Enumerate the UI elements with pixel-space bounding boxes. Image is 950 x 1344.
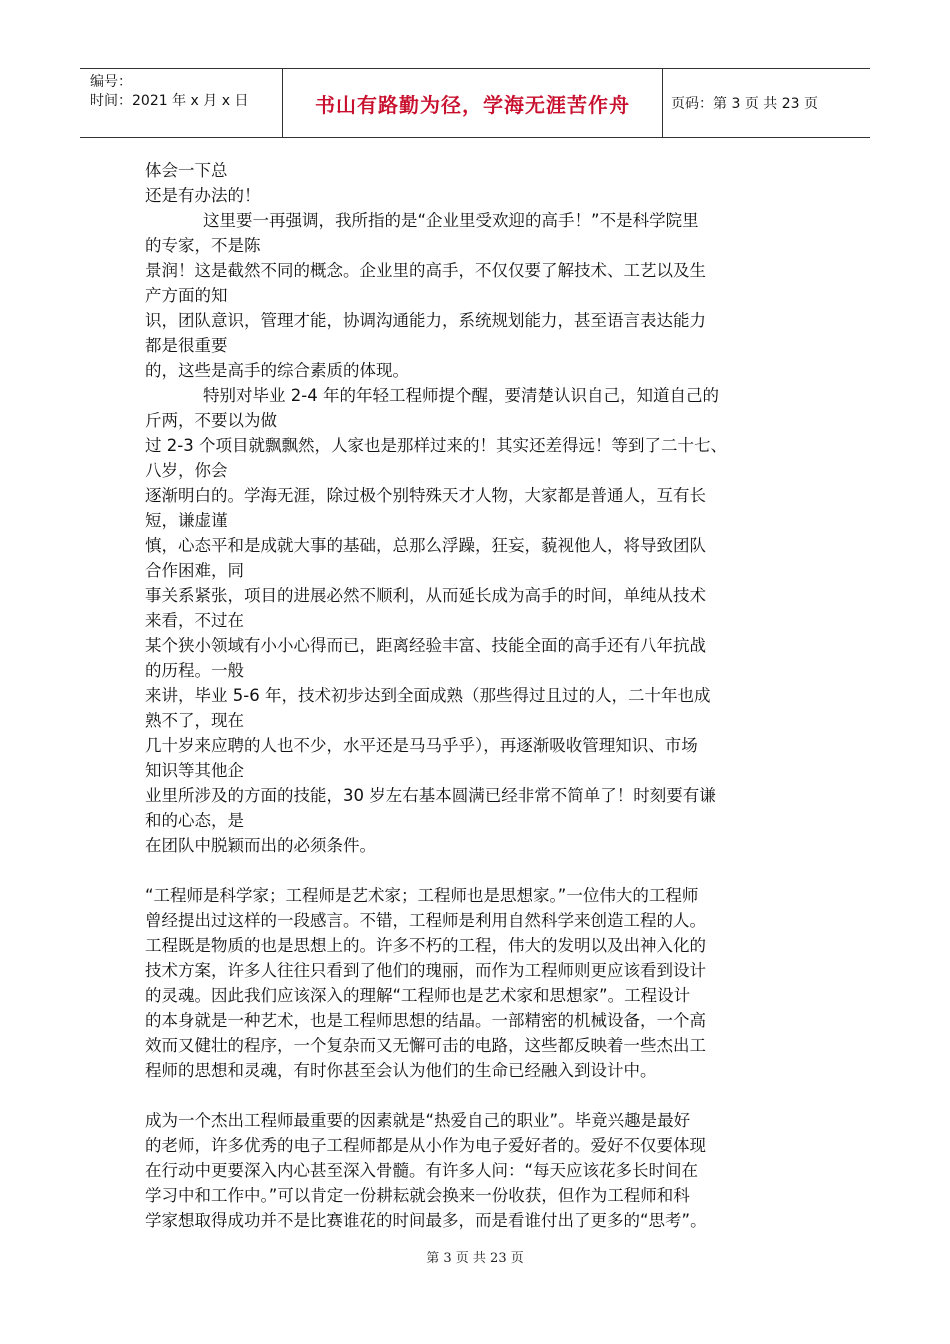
body-text-line: 的灵魂。因此我们应该深入的理解“工程师也是艺术家和思想家”。工程设计 <box>145 986 691 1005</box>
body-text-line: 这里要一再强调，我所指的是“企业里受欢迎的高手！”不是科学院里 <box>203 211 699 230</box>
body-text-line: 产方面的知 <box>145 286 228 305</box>
footer-page-number: 第 3 页 共 23 页 <box>426 1251 524 1266</box>
body-paragraph-block-1 <box>145 158 815 858</box>
body-paragraph-passion <box>145 1108 815 1233</box>
paragraph-gap <box>145 1083 815 1108</box>
body-text-line: 工程既是物质的也是思想上的。许多不朽的工程，伟大的发明以及出神入化的 <box>145 936 706 955</box>
header-motto: 书山有路勤为径，学海无涯苦作舟 <box>315 92 630 117</box>
body-text-line: 景润！这是截然不同的概念。企业里的高手，不仅仅要了解技术、工艺以及生 <box>145 261 706 280</box>
body-text-line: 程师的思想和灵魂，有时你甚至会认为他们的生命已经融入到设计中。 <box>145 1061 657 1080</box>
body-text-line: 学习中和工作中。”可以肯定一份耕耘就会换来一份收获，但作为工程师和科 <box>145 1186 690 1205</box>
body-text-line: 来讲，毕业 5-6 年，技术初步达到全面成熟（那些得过且过的人，二十年也成 <box>145 686 711 705</box>
body-text-line: 效而又健壮的程序，一个复杂而又无懈可击的电路，这些都反映着一些杰出工 <box>145 1036 706 1055</box>
header-page-info: 页码：第 3 页 共 23 页 <box>671 96 818 112</box>
body-text-line: 技术方案，许多人往往只看到了他们的瑰丽，而作为工程师则更应该看到设计 <box>145 961 706 980</box>
header-meta-cell <box>80 69 283 137</box>
body-text-line: 斤两，不要以为做 <box>145 411 277 430</box>
body-text-line: 的专家，不是陈 <box>145 236 261 255</box>
paragraph-gap <box>145 858 815 883</box>
document-number-label: 编号： <box>90 74 132 90</box>
body-text-line: “工程师是科学家；工程师是艺术家；工程师也是思想家。”一位伟大的工程师 <box>145 886 699 905</box>
body-text-line: 成为一个杰出工程师最重要的因素就是“热爱自己的职业”。毕竟兴趣是最好 <box>145 1111 691 1130</box>
page-footer <box>0 1247 950 1266</box>
body-text-line: 逐渐明白的。学海无涯，除过极个别特殊天才人物，大家都是普通人，互有长 <box>145 486 706 505</box>
header-page-cell <box>663 69 870 137</box>
body-text-line: 的，这些是高手的综合素质的体现。 <box>145 361 409 380</box>
body-text-line: 的本身就是一种艺术，也是工程师思想的结晶。一部精密的机械设备，一个高 <box>145 1011 706 1030</box>
body-text-line: 来看，不过在 <box>145 611 244 630</box>
body-text-line: 和的心态，是 <box>145 811 244 830</box>
body-text-line: 特别对毕业 2-4 年的年轻工程师提个醒，要清楚认识自己，知道自己的 <box>203 386 719 405</box>
body-text-line: 短，谦虚谨 <box>145 511 228 530</box>
body-text-line: 过 2-3 个项目就飘飘然，人家也是那样过来的！其实还差得远！等到了二十七、 <box>145 436 727 455</box>
body-text-line: 某个狭小领域有小小心得而已，距离经验丰富、技能全面的高手还有八年抗战 <box>145 636 706 655</box>
document-header <box>80 68 870 138</box>
body-text-line: 的老师，许多优秀的电子工程师都是从小作为电子爱好者的。爱好不仅要体现 <box>145 1136 706 1155</box>
body-text-line: 慎，心态平和是成就大事的基础，总那么浮躁，狂妄，藐视他人，将导致团队 <box>145 536 706 555</box>
body-text-line: 业里所涉及的方面的技能，30 岁左右基本圆满已经非常不简单了！时刻要有谦 <box>145 786 716 805</box>
header-motto-cell <box>283 69 663 137</box>
body-text-line: 还是有办法的！ <box>145 186 261 205</box>
body-text-line: 八岁，你会 <box>145 461 228 480</box>
body-paragraph-engineer-quote <box>145 883 815 1083</box>
body-text-line: 知识等其他企 <box>145 761 244 780</box>
body-text-line: 熟不了，现在 <box>145 711 244 730</box>
document-date-label: 时间：2021 年 x 月 x 日 <box>90 93 249 109</box>
body-text-line: 在团队中脱颖而出的必须条件。 <box>145 836 376 855</box>
body-text-line: 都是很重要 <box>145 336 228 355</box>
body-text-line: 识，团队意识，管理才能，协调沟通能力，系统规划能力，甚至语言表达能力 <box>145 311 706 330</box>
body-text-line: 学家想取得成功并不是比赛谁花的时间最多，而是看谁付出了更多的“思考”。 <box>145 1211 707 1230</box>
body-text-line: 合作困难，同 <box>145 561 244 580</box>
body-text-line: 在行动中更要深入内心甚至深入骨髓。有许多人问：“每天应该花多长时间在 <box>145 1161 699 1180</box>
body-text-line: 几十岁来应聘的人也不少，水平还是马马乎乎），再逐渐吸收管理知识、市场 <box>145 736 698 755</box>
body-text-line: 曾经提出过这样的一段感言。不错，工程师是利用自然科学来创造工程的人。 <box>145 911 706 930</box>
body-text-line: 事关系紧张，项目的进展必然不顺利，从而延长成为高手的时间，单纯从技术 <box>145 586 706 605</box>
body-text-line: 的历程。一般 <box>145 661 244 680</box>
body-text-line: 体会一下总 <box>145 161 228 180</box>
document-body <box>145 158 815 1233</box>
